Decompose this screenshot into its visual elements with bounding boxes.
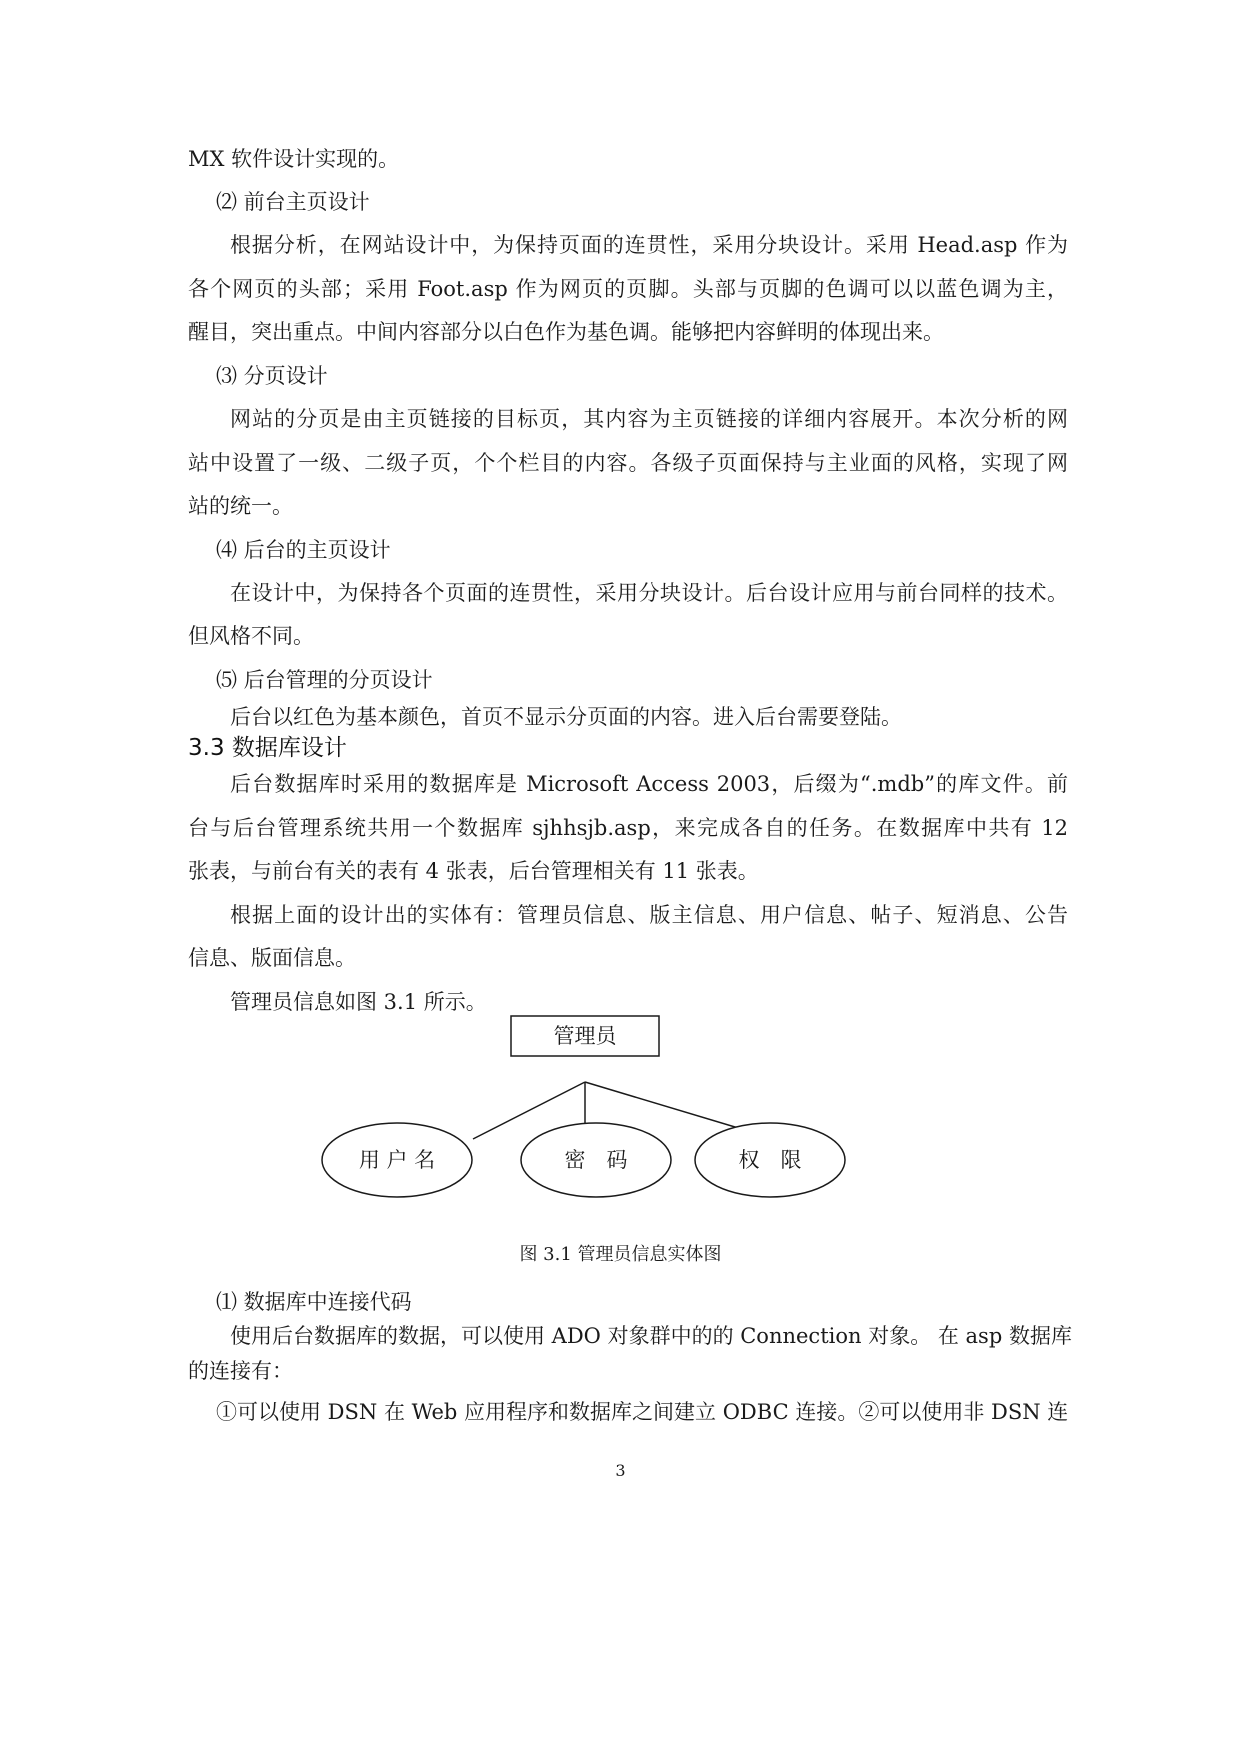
paragraph-line: 使用后台数据库的数据，可以使用 ADO 对象群中的的 Connection 对象。 在 asp 数据库 xyxy=(230,1324,1072,1348)
subsection-title: ⑸ 后台管理的分页设计 xyxy=(216,668,433,692)
paragraph-line: 信息、版面信息。 xyxy=(188,946,356,970)
paragraph-line: 各个网页的头部；采用 Foot.asp 作为网页的页脚。头部与页脚的色调可以以蓝色调为主， xyxy=(188,277,1068,301)
subsection-title: ⑴ 数据库中连接代码 xyxy=(216,1290,412,1314)
figure-caption: 图 3.1 管理员信息实体图 xyxy=(519,1244,722,1265)
page-number: 3 xyxy=(615,1461,626,1480)
paragraph-line: 根据上面的设计出的实体有：管理员信息、版主信息、用户信息、帖子、短消息、公告 xyxy=(230,903,1068,927)
attribute-label: 密 码 xyxy=(564,1148,628,1172)
paragraph-line: 网站的分页是由主页链接的目标页，其内容为主页链接的详细内容展开。本次分析的网 xyxy=(230,407,1068,431)
entity-label: 管理员 xyxy=(553,1024,617,1048)
section-heading: 3.3 数据库设计 xyxy=(188,735,347,761)
subsection-title: ⑵ 前台主页设计 xyxy=(216,190,370,214)
paragraph-line: 在设计中，为保持各个页面的连贯性，采用分块设计。后台设计应用与前台同样的技术。 xyxy=(230,581,1068,605)
paragraph-line: 管理员信息如图 3.1 所示。 xyxy=(230,990,487,1014)
paragraph-line: 张表，与前台有关的表有 4 张表，后台管理相关有 11 张表。 xyxy=(188,859,759,883)
paragraph-line: 但风格不同。 xyxy=(188,624,314,648)
paragraph-line: 的连接有： xyxy=(188,1359,293,1383)
paragraph-line: 根据分析，在网站设计中，为保持页面的连贯性，采用分块设计。采用 Head.asp 作为 xyxy=(230,233,1068,257)
paragraph-line: 台与后台管理系统共用一个数据库 sjhhsjb.asp，来完成各自的任务。在数据库中共有 12 xyxy=(188,816,1068,840)
paragraph-line: 站中设置了一级、二级子页，个个栏目的内容。各级子页面保持与主业面的风格，实现了网 xyxy=(188,451,1068,475)
paragraph-line: 醒目，突出重点。中间内容部分以白色作为基色调。能够把内容鲜明的体现出来。 xyxy=(188,320,944,344)
paragraph-line: ①可以使用 DSN 在 Web 应用程序和数据库之间建立 ODBC 连接。②可以使用非 DSN 连 xyxy=(216,1400,1069,1424)
subsection-title: ⑶ 分页设计 xyxy=(216,364,328,388)
paragraph-line: 后台数据库时采用的数据库是 Microsoft Access 2003，后缀为“.mdb”的库文件。前 xyxy=(230,772,1068,796)
attribute-label: 权 限 xyxy=(738,1148,802,1172)
paragraph-line: 后台以红色为基本颜色，首页不显示分页面的内容。进入后台需要登陆。 xyxy=(230,705,902,729)
attribute-label: 用 户 名 xyxy=(358,1148,436,1172)
paragraph-line: 站的统一。 xyxy=(188,494,293,518)
paragraph-line: MX 软件设计实现的。 xyxy=(188,147,400,171)
subsection-title: ⑷ 后台的主页设计 xyxy=(216,538,391,562)
